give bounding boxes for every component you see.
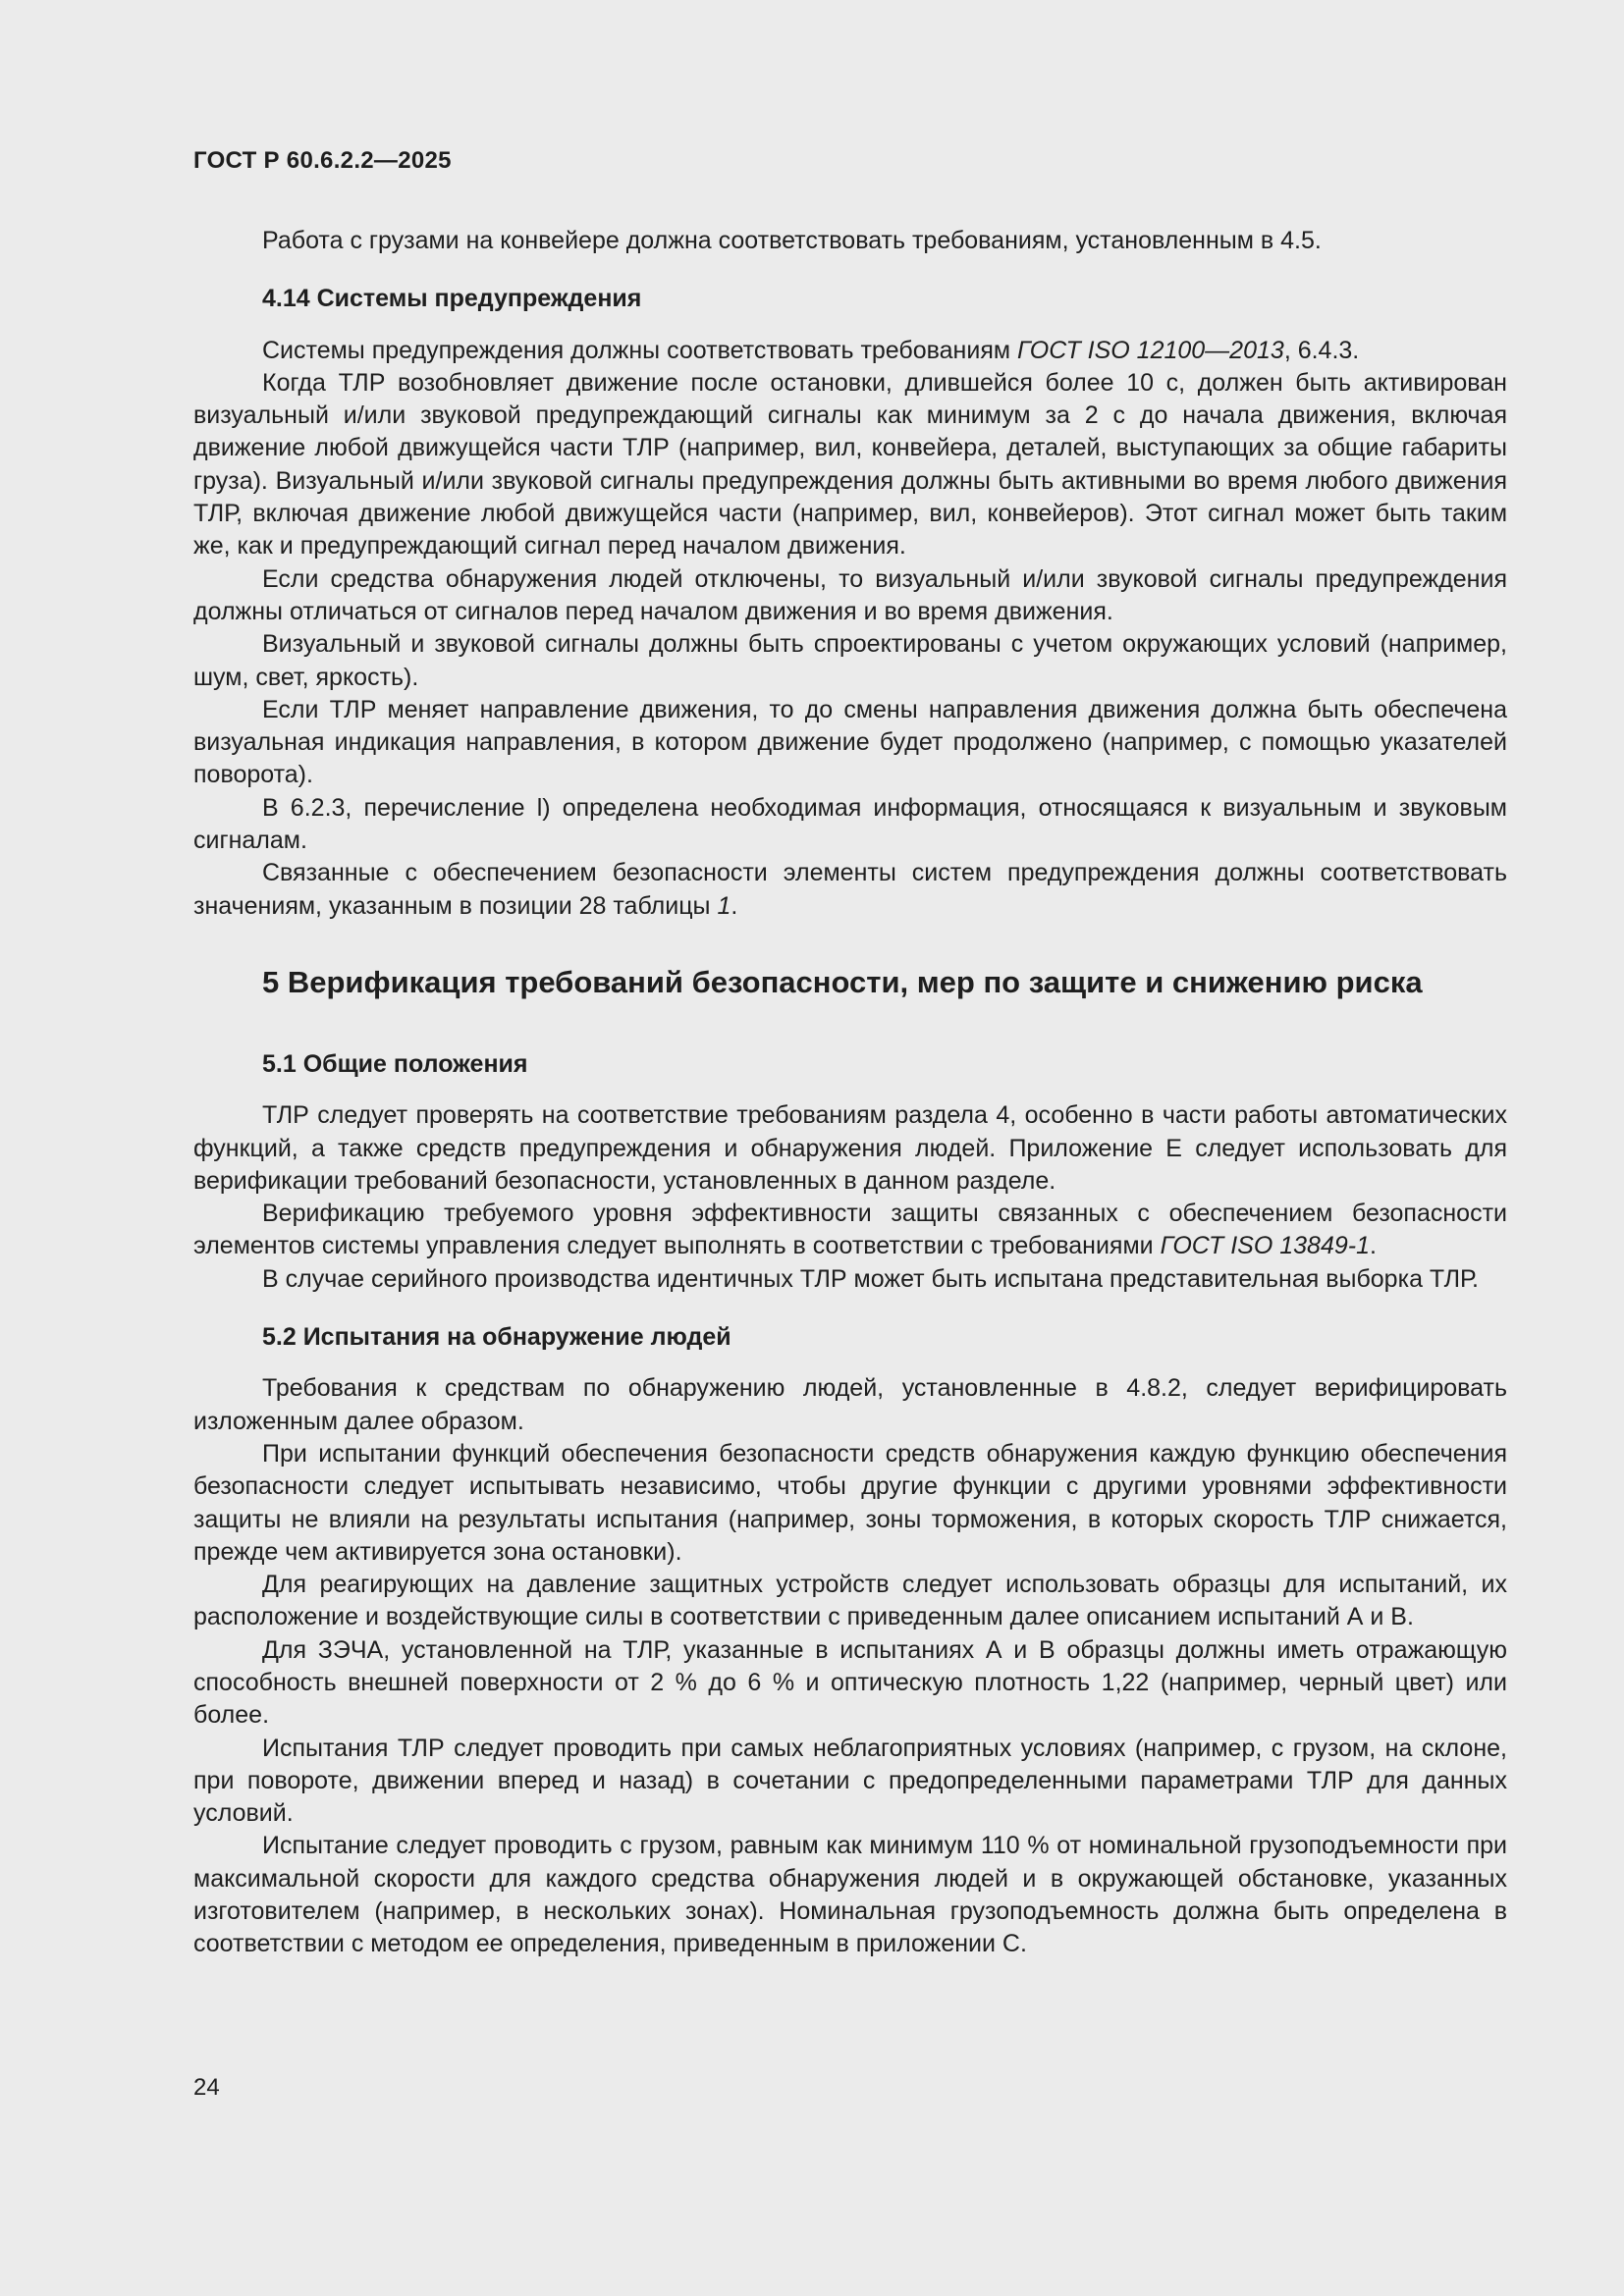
paragraph: Испытание следует проводить с грузом, равным как минимум 110 % от номинальной грузоподъемности при максимальной скорости для каждого средства обнаружения людей и в окружающей обстановке, указанных изготовителем (например, в нескольких зонах). Номинальная грузоподъемность должна быть определена в соответствии с методом ее определения, приведенным в приложении С. <box>193 1832 1507 1958</box>
paragraph: Связанные с обеспечением безопасности элементы систем предупреждения должны соответствовать значениям, указанным в позиции 28 таблицы 1. <box>193 859 1507 920</box>
paragraph: В случае серийного производства идентичных ТЛР может быть испытана представительная выборка ТЛР. <box>262 1264 1479 1293</box>
section-5-heading: 5 Верификация требований безопасности, мер по защите и снижению риска <box>262 964 1423 999</box>
standard-reference: ГОСТ ISO 12100—2013 <box>1017 336 1284 364</box>
paragraph: Верификацию требуемого уровня эффективности защиты связанных с обеспечением безопасности элементов системы управления следует выполнять в соответствии с требованиями ГОСТ ISO 13849-1. <box>193 1200 1507 1260</box>
paragraph: Визуальный и звуковой сигналы должны быть спроектированы с учетом окружающих условий (например, шум, свет, яркость). <box>193 630 1507 691</box>
paragraph: Если средства обнаружения людей отключены, то визуальный и/или звуковой сигналы предупреждения должны отличаться от сигналов перед началом движения и во время движения. <box>193 564 1507 625</box>
paragraph: Требования к средствам по обнаружению людей, установленные в 4.8.2, следует верифицировать изложенным далее образом. <box>193 1374 1507 1435</box>
paragraph: Для ЗЭЧА, установленной на ТЛР, указанные в испытаниях А и В образцы должны иметь отражающую способность внешней поверхности от 2 % до 6 % и оптическую плотность 1,22 (например, черный цвет) или более. <box>193 1635 1507 1730</box>
paragraph: Испытания ТЛР следует проводить при самых неблагоприятных условиях (например, с грузом, на склоне, при повороте, движении вперед и назад) в сочетании с предопределенными параметрами ТЛР для данных условий. <box>193 1734 1507 1828</box>
table-reference: 1 <box>717 891 731 920</box>
document-body <box>193 225 1507 1961</box>
page-number: 24 <box>193 2074 220 2101</box>
section-5-2-heading: 5.2 Испытания на обнаружение людей <box>262 1323 731 1352</box>
document-header: ГОСТ Р 60.6.2.2—2025 <box>193 147 452 174</box>
paragraph: Когда ТЛР возобновляет движение после остановки, длившейся более 10 с, должен быть активирован визуальный и/или звуковой предупреждающий сигналы как минимум за 2 с до начала движения, включая движение любой движущейся части ТЛР (например, вил, конвейера, деталей, выступающих за общие габариты груза). Визуальный и/или звуковой сигналы предупреждения должны быть активными во время любого движения ТЛР, включая движение любой движущейся части (например, вил, конвейеров). Этот сигнал может быть таким же, как и предупреждающий сигнал перед началом движения. <box>193 368 1507 561</box>
standard-reference: ГОСТ ISO 13849-1 <box>1160 1232 1370 1260</box>
paragraph: Для реагирующих на давление защитных устройств следует использовать образцы для испытаний, их расположение и воздействующие силы в соответствии с приведенным далее описанием испытаний А и В. <box>193 1571 1507 1631</box>
paragraph: Если ТЛР меняет направление движения, то до смены направления движения должна быть обеспечена визуальная индикация направления, в котором движение будет продолжено (например, с помощью указателей поворота). <box>193 695 1507 789</box>
section-5-1-heading: 5.1 Общие положения <box>262 1049 528 1078</box>
paragraph: Системы предупреждения должны соответствовать требованиям ГОСТ ISO 12100—2013, 6.4.3. <box>262 336 1360 364</box>
paragraph: В 6.2.3, перечисление l) определена необходимая информация, относящаяся к визуальным и звуковым сигналам. <box>193 793 1507 855</box>
section-4-14-heading: 4.14 Системы предупреждения <box>262 285 642 313</box>
paragraph: ТЛР следует проверять на соответствие требованиям раздела 4, особенно в части работы автоматических функций, а также средств предупреждения и обнаружения людей. Приложение Е следует использовать для верификации требований безопасности, установленных в данном разделе. <box>193 1101 1507 1195</box>
intro-paragraph: Работа с грузами на конвейере должна соответствовать требованиям, установленным в 4.5. <box>262 227 1322 254</box>
paragraph: При испытании функций обеспечения безопасности средств обнаружения каждую функцию обеспечения безопасности следует испытывать независимо, чтобы другие функции с другими уровнями эффективности защиты не влияли на результаты испытания (например, зоны торможения, в которых скорость ТЛР снижается, прежде чем активируется зона остановки). <box>193 1439 1507 1566</box>
